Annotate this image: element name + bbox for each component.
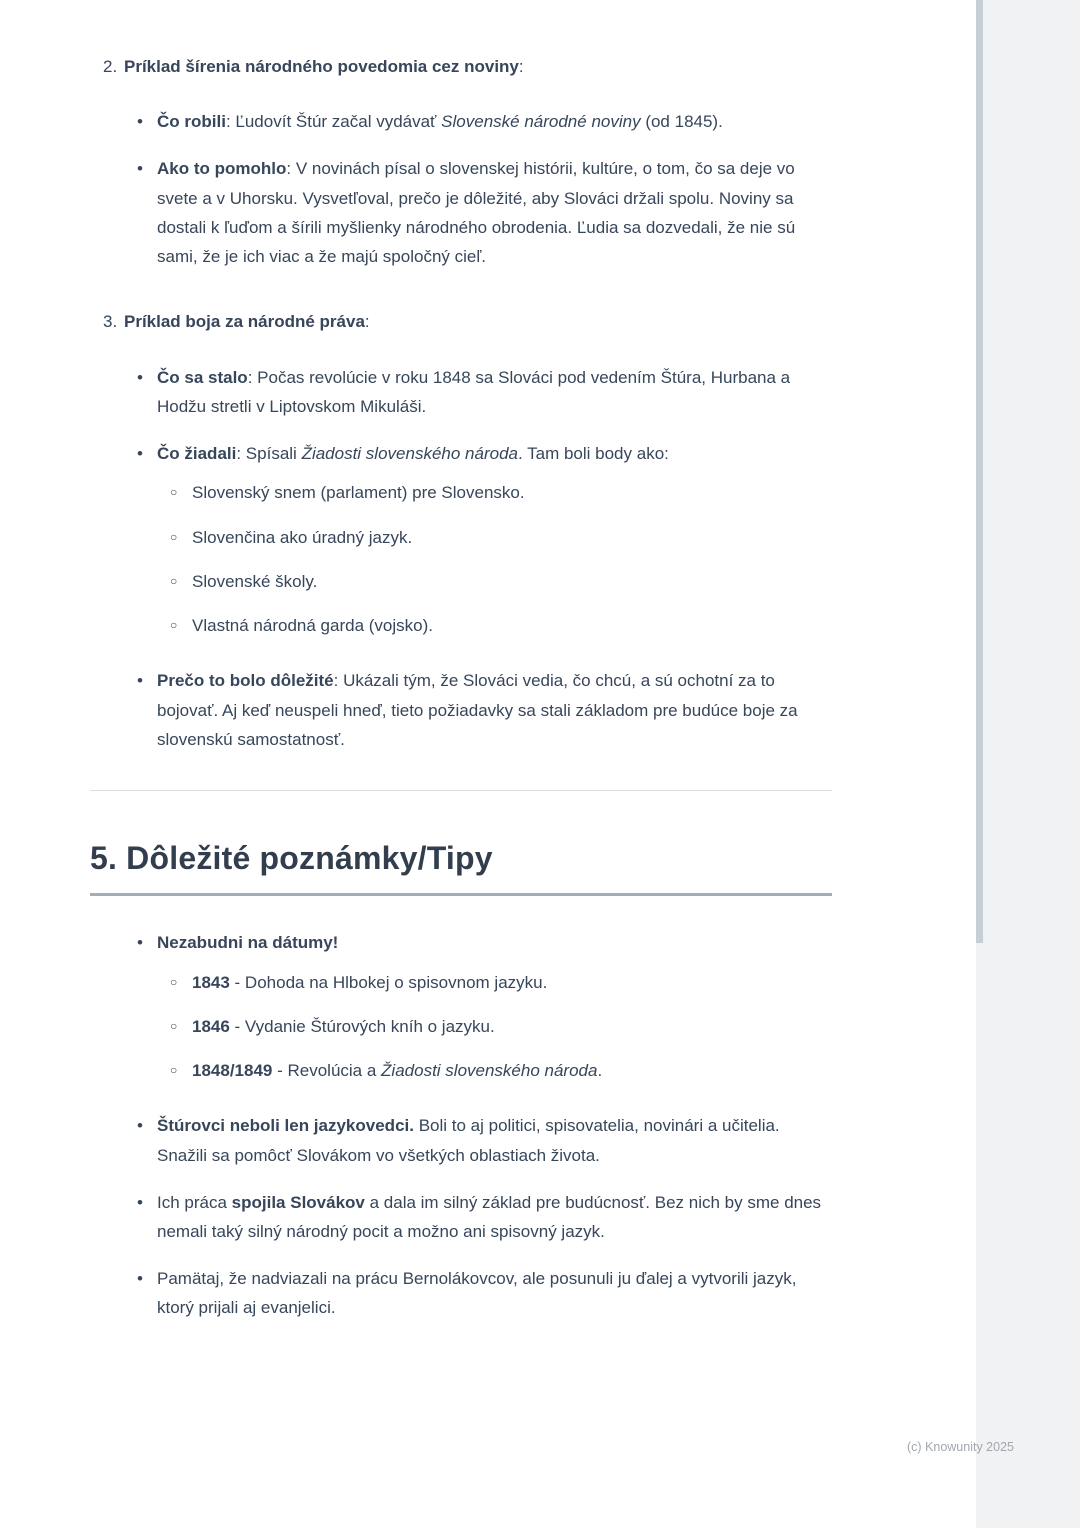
sub-list-item-text <box>192 567 317 596</box>
text-segment: Ako to pomohlo <box>157 159 287 179</box>
text-segment: Ich práca <box>157 1192 232 1212</box>
numbered-list-item <box>90 52 832 81</box>
text-segment: - Dohoda na Hlbokej o spisovnom jazyku. <box>229 972 548 992</box>
circle-bullet-icon: ○ <box>170 1063 178 1078</box>
bullet-icon: • <box>137 159 143 179</box>
bullet-list <box>137 928 832 1322</box>
text-segment: Žiadosti slovenského národa <box>381 1061 598 1081</box>
text-segment: : V novinách písal o slovenskej histórii, kultúre, o tom, čo sa deje vo svete a v Uhorsku. Vysvetľoval, prečo je dôležité, aby Slováci držali spolu. Noviny sa dostali k ľuďom a šírili myšlienky národného obrodenia. Ľudia sa dozvedali, že nie sú sami, že je ich viac a že majú spoločný cieľ. <box>157 159 796 267</box>
sub-list-item <box>170 611 832 640</box>
bullet-list <box>137 363 832 754</box>
list-item <box>137 1188 832 1246</box>
sub-bullet-list <box>170 478 832 640</box>
circle-bullet-icon: ○ <box>170 618 178 633</box>
sub-list-item-text <box>192 1056 602 1085</box>
section-divider <box>90 790 832 791</box>
sub-list-item-text <box>192 523 412 552</box>
numbered-item-text <box>124 307 832 336</box>
list-item <box>137 1111 832 1169</box>
bullet-icon: • <box>137 444 143 464</box>
text-segment: : Spísali <box>236 444 302 464</box>
text-segment: Žiadosti slovenského národa <box>301 444 518 464</box>
text-segment: Nezabudni na dátumy! <box>157 933 339 953</box>
circle-bullet-icon: ○ <box>170 573 178 588</box>
footer-credit: (c) Knowunity 2025 <box>906 1440 1014 1454</box>
numbered-list-item <box>90 307 832 336</box>
list-item-text <box>157 1111 832 1169</box>
list-item <box>137 928 832 1093</box>
text-segment: 1846 <box>192 1016 230 1036</box>
sub-list-item <box>170 1012 832 1041</box>
text-segment: Príklad šírenia národného povedomia cez noviny <box>124 57 519 76</box>
list-number: 2. <box>103 57 118 76</box>
document-content <box>90 52 832 1359</box>
text-segment: Slovenské národné noviny <box>441 112 641 132</box>
list-item-text <box>157 439 832 648</box>
list-item-text <box>157 154 832 271</box>
section-heading <box>90 839 832 896</box>
text-segment: . Tam boli body ako: <box>517 444 669 464</box>
sub-list-item <box>170 1056 832 1085</box>
sub-list-item-text <box>192 478 525 507</box>
text-segment: Slovenčina ako úradný jazyk. <box>192 527 413 547</box>
text-segment: Prečo to bolo dôležité <box>157 671 334 691</box>
list-item <box>137 666 832 754</box>
list-item-text <box>157 1264 832 1322</box>
list-item <box>137 154 832 271</box>
text-segment: Slovenský snem (parlament) pre Slovensko. <box>192 483 525 503</box>
text-segment: a dala im silný základ pre budúcnosť. Bez nich by sme dnes nemali taký silný národný pocit a možno ani spisovný jazyk. <box>157 1192 822 1242</box>
text-segment: Štúrovci neboli len jazykovedci. <box>157 1116 414 1136</box>
circle-bullet-icon: ○ <box>170 529 178 544</box>
bullet-icon: • <box>137 933 143 953</box>
sub-list-item <box>170 567 832 596</box>
text-segment: Čo sa stalo <box>157 367 248 387</box>
text-segment: : <box>364 312 370 332</box>
sub-list-item-text <box>192 968 547 997</box>
circle-bullet-icon: ○ <box>170 1018 178 1033</box>
sub-list-item <box>170 968 832 997</box>
text-segment: : Ukázali tým, že Slováci vedia, čo chcú, a sú ochotní za to bojovať. Aj keď neuspeli hneď, tieto požiadavky sa stali základom pre budúce boje za slovenskú samostatnosť. <box>157 671 798 749</box>
bullet-icon: • <box>137 112 143 132</box>
list-number: 3. <box>103 312 118 332</box>
numbered-item-text <box>124 52 832 81</box>
sub-list-item <box>170 478 832 507</box>
text-segment: Boli to aj politici, spisovatelia, novinári a učitelia. Snažili sa pomôcť Slovákom vo všetkých oblastiach života. <box>157 1116 780 1165</box>
bullet-icon: • <box>137 671 143 691</box>
text-segment: Pamätaj, že nadviazali na prácu Bernolákovcov, ale posunuli ju ďalej a vytvorili jazyk, ktorý prijali aj evanjelici. <box>157 1269 797 1318</box>
text-segment: - Revolúcia a <box>272 1061 382 1081</box>
list-item <box>137 363 832 421</box>
list-item-text <box>157 1188 832 1246</box>
bullet-icon: • <box>137 1269 143 1289</box>
list-item-text <box>157 107 832 136</box>
list-item <box>137 107 832 136</box>
text-segment: : Ľudovít Štúr začal vydávať <box>225 112 442 132</box>
scrollbar-thumb[interactable] <box>976 0 983 943</box>
text-segment: 1843 <box>192 972 230 992</box>
list-item-text <box>157 666 832 754</box>
list-item <box>137 1264 832 1322</box>
text-segment: 1848/1849 <box>192 1061 273 1081</box>
text-segment: - Vydanie Štúrových kníh o jazyku. <box>229 1016 495 1036</box>
text-segment: Vlastná národná garda (vojsko). <box>192 616 433 636</box>
circle-bullet-icon: ○ <box>170 485 178 500</box>
bullet-list <box>137 107 832 271</box>
sub-list-item-text <box>192 1012 495 1041</box>
text-segment: (od 1845). <box>640 112 723 132</box>
text-segment: . <box>597 1061 603 1081</box>
text-segment: Slovenské školy. <box>192 571 318 591</box>
text-segment: Čo robili <box>157 112 226 132</box>
text-segment: : <box>518 57 524 76</box>
bullet-icon: • <box>137 367 143 387</box>
list-item <box>137 439 832 648</box>
text-segment: : Počas revolúcie v roku 1848 sa Slováci pod vedením Štúra, Hurbana a Hodžu stretli v Liptovskom Mikuláši. <box>157 367 791 416</box>
scrollbar-track[interactable] <box>976 0 1080 1528</box>
sub-bullet-list <box>170 968 832 1086</box>
sub-list-item <box>170 523 832 552</box>
text-segment: Príklad boja za národné práva <box>124 312 365 332</box>
bullet-icon: • <box>137 1192 143 1212</box>
list-item-text <box>157 928 832 1093</box>
text-segment: spojila Slovákov <box>231 1192 365 1212</box>
text-segment: 5. Dôležité poznámky/Tipy <box>90 839 493 876</box>
text-segment: Čo žiadali <box>157 444 237 464</box>
list-item-text <box>157 363 832 421</box>
circle-bullet-icon: ○ <box>170 974 178 989</box>
sub-list-item-text <box>192 611 433 640</box>
bullet-icon: • <box>137 1116 143 1136</box>
